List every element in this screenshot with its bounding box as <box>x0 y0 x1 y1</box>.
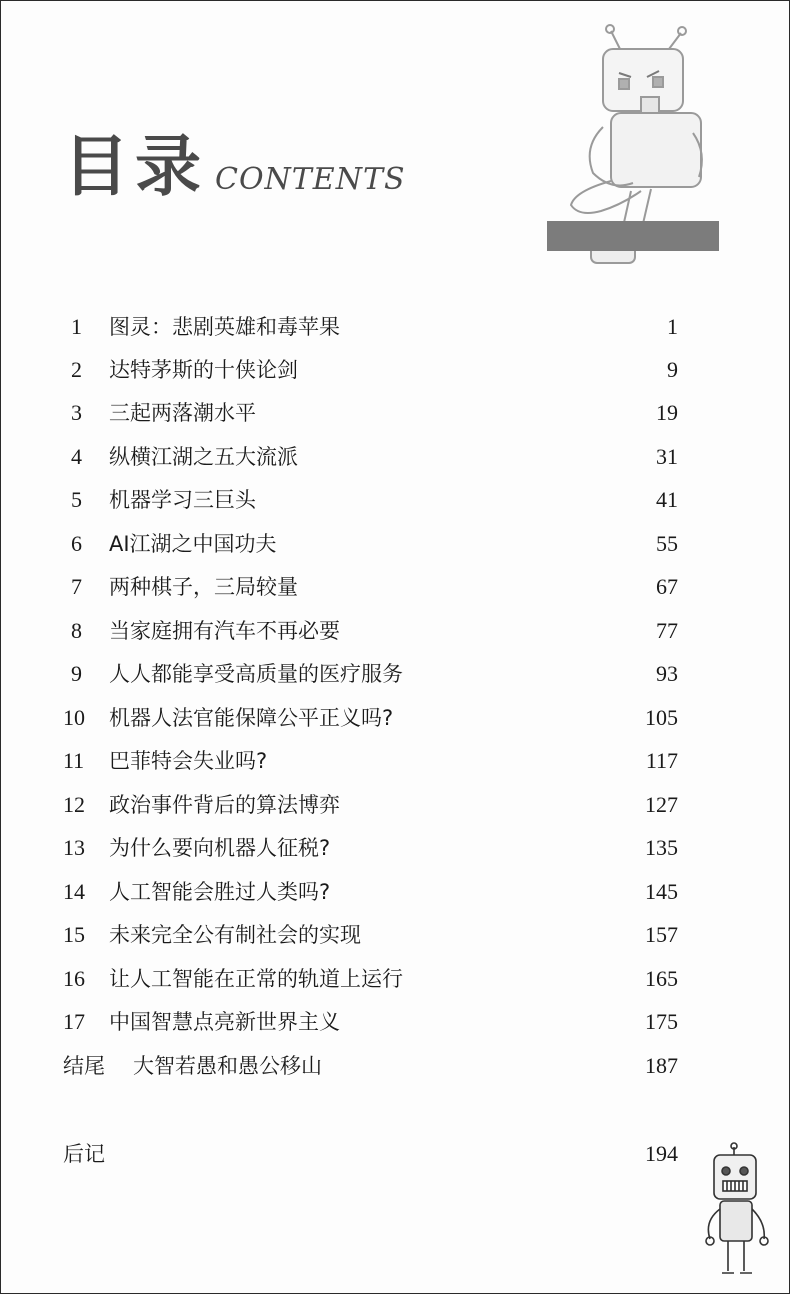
chapter-number: 3 <box>71 400 82 425</box>
toc-entry[interactable] <box>63 828 678 868</box>
chapter-title: 中国智慧点亮新世界主义 <box>109 1010 340 1034</box>
chapter-number: 4 <box>71 444 82 469</box>
page-title <box>63 113 406 208</box>
chapter-number: 7 <box>71 574 82 599</box>
toc-entry-afterword[interactable] <box>63 1134 678 1174</box>
chapter-title: 人人都能享受高质量的医疗服务 <box>109 662 403 686</box>
page-number: 157 <box>645 922 678 947</box>
page-number: 165 <box>645 966 678 991</box>
chapter-title: 当家庭拥有汽车不再必要 <box>109 619 340 643</box>
chapter-title: 政治事件背后的算法博弈 <box>109 793 340 817</box>
chapter-title: 为什么要向机器人征税? <box>109 836 331 860</box>
page-number: 41 <box>656 487 678 512</box>
chapter-title: 人工智能会胜过人类吗? <box>109 880 331 904</box>
toc-entry[interactable] <box>63 785 678 825</box>
chapter-number: 8 <box>71 618 82 643</box>
chapter-title: 三起两落潮水平 <box>109 401 256 425</box>
toc-entry[interactable] <box>63 567 678 607</box>
chapter-number: 9 <box>71 661 82 686</box>
chapter-title: 达特茅斯的十侠论剑 <box>109 358 298 382</box>
ending-label: 结尾 <box>63 1054 105 1078</box>
page-number: 31 <box>656 444 678 469</box>
page-number: 194 <box>645 1141 678 1166</box>
chapter-number: 11 <box>63 748 85 773</box>
chapter-title: 图灵：悲剧英雄和毒苹果 <box>109 315 340 339</box>
chapter-title: 两种棋子，三局较量 <box>109 575 298 599</box>
page-number: 117 <box>645 748 678 773</box>
toc-entry[interactable] <box>63 480 678 520</box>
toc-entry[interactable] <box>63 959 678 999</box>
toc-entry[interactable] <box>63 307 678 347</box>
page-number: 105 <box>645 705 678 730</box>
toc-entry[interactable] <box>63 654 678 694</box>
toc-entry[interactable] <box>63 1002 678 1042</box>
chapter-title: 机器学习三巨头 <box>109 488 256 512</box>
chapter-number: 16 <box>63 966 85 991</box>
toc-entry[interactable] <box>63 698 678 738</box>
chapter-number: 12 <box>63 792 85 817</box>
chapter-number: 1 <box>71 314 82 339</box>
chapter-number: 17 <box>63 1009 85 1034</box>
toc-entry[interactable] <box>63 611 678 651</box>
toc-entry[interactable] <box>63 741 678 781</box>
chapter-title: 巴菲特会失业吗? <box>109 749 268 773</box>
chapter-number: 13 <box>63 835 85 860</box>
chapter-title: 未来完全公有制社会的实现 <box>109 923 361 947</box>
page-number: 145 <box>645 879 678 904</box>
chapter-number: 6 <box>71 531 82 556</box>
page-number: 93 <box>656 661 678 686</box>
chapter-number: 10 <box>63 705 85 730</box>
page-number: 55 <box>656 531 678 556</box>
chapter-number: 5 <box>71 487 82 512</box>
robot-drinking-illustration <box>541 21 721 271</box>
page-number: 9 <box>667 357 678 382</box>
toc-entry[interactable] <box>63 524 678 564</box>
page-number: 19 <box>656 400 678 425</box>
afterword-label: 后记 <box>63 1142 105 1166</box>
page-number: 1 <box>667 314 678 339</box>
page-number: 135 <box>645 835 678 860</box>
chapter-number: 2 <box>71 357 82 382</box>
chapter-number: 14 <box>63 879 85 904</box>
page-number: 127 <box>645 792 678 817</box>
page-number: 175 <box>645 1009 678 1034</box>
chapter-title: 让人工智能在正常的轨道上运行 <box>109 967 403 991</box>
toc-entry[interactable] <box>63 872 678 912</box>
page-number: 67 <box>656 574 678 599</box>
toc-entry[interactable] <box>63 393 678 433</box>
chapter-title: 机器人法官能保障公平正义吗? <box>109 706 394 730</box>
title-chinese: 目录 <box>63 128 207 205</box>
ending-title: 大智若愚和愚公移山 <box>133 1054 322 1078</box>
page-number: 187 <box>645 1053 678 1078</box>
chapter-title: AI江湖之中国功夫 <box>109 532 277 556</box>
toc-entry[interactable] <box>63 915 678 955</box>
chapter-title: 纵横江湖之五大流派 <box>109 445 298 469</box>
toc-entry[interactable] <box>63 437 678 477</box>
page-number: 77 <box>656 618 678 643</box>
chapter-number: 15 <box>63 922 85 947</box>
title-english: CONTENTS <box>215 162 406 197</box>
small-robot-illustration <box>696 1141 776 1286</box>
toc-entry-ending[interactable] <box>63 1046 678 1086</box>
toc-entry[interactable] <box>63 350 678 390</box>
